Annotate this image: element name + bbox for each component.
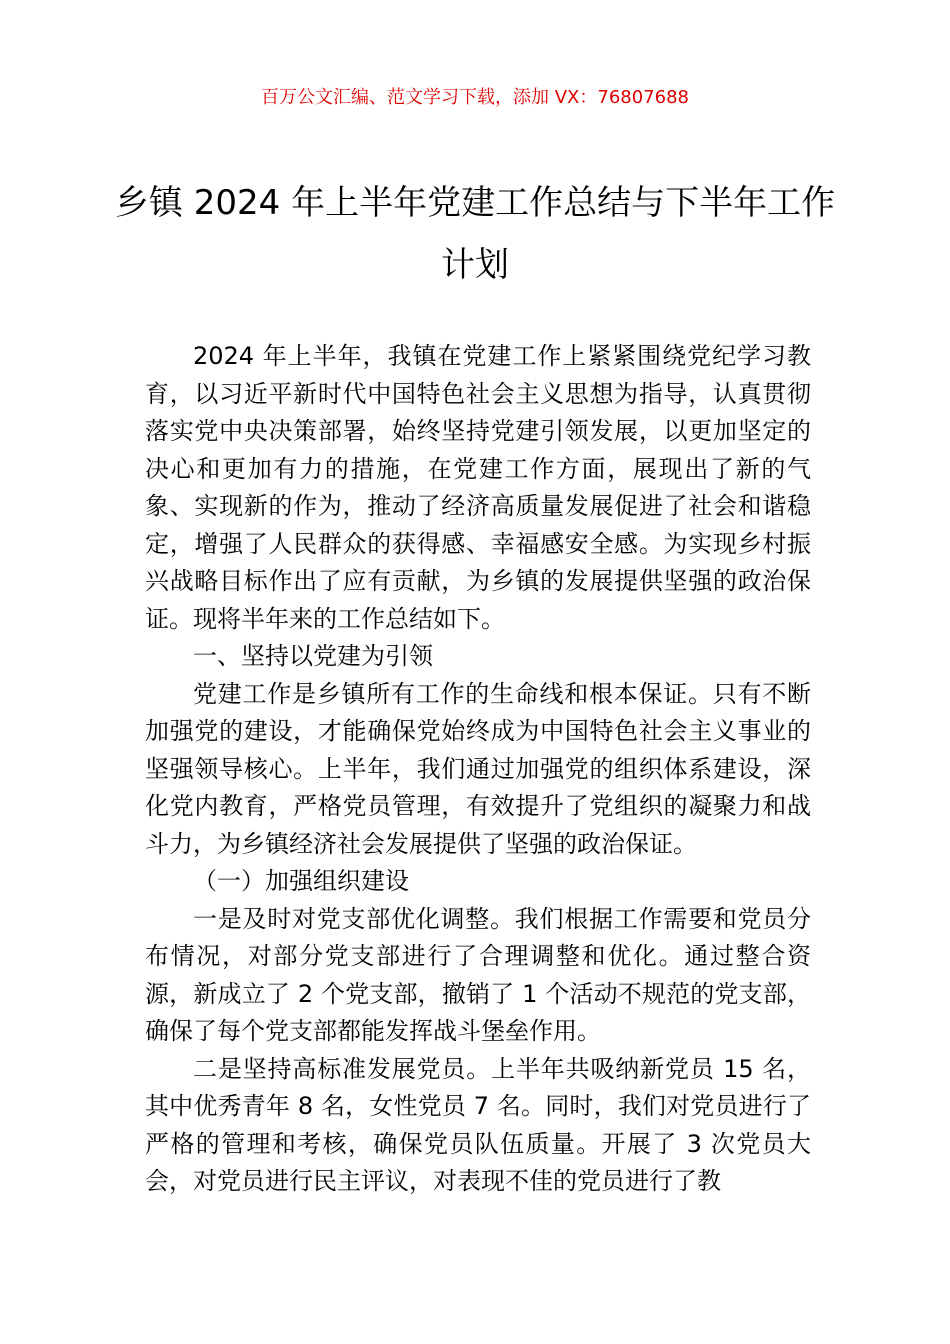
section-heading-1: 一、坚持以党建为引领	[193, 642, 433, 670]
body-paragraph: 党建工作是乡镇所有工作的生命线和根本保证。只有不断加强党的建设，才能确保党始终成为中国特色社会主义事业的坚强领导核心。上半年，我们通过加强党的组织体系建设，深化党内教育，严格党员管理，有效提升了党组织的凝聚力和战斗力，为乡镇经济社会发展提供了坚强的政治保证。	[145, 679, 811, 858]
document-title: 乡镇 2024 年上半年党建工作总结与下半年工作计划	[114, 183, 836, 285]
body-paragraph: 一是及时对党支部优化调整。我们根据工作需要和党员分布情况，对部分党支部进行了合理调整和优化。通过整合资源，新成立了 2 个党支部，撤销了 1 个活动不规范的党支部，确保了每个党支部都能发挥战斗堡垒作用。	[145, 904, 811, 1045]
body-paragraph: 二是坚持高标准发展党员。上半年共吸纳新党员 15 名，其中优秀青年 8 名，女性党员 7 名。同时，我们对党员进行了严格的管理和考核，确保党员队伍质量。开展了 3 次党员大会，对党员进行民主评议，对表现不佳的党员进行了教	[145, 1054, 811, 1195]
intro-paragraph: 2024 年上半年，我镇在党建工作上紧紧围绕党纪学习教育，以习近平新时代中国特色社会主义思想为指导，认真贯彻落实党中央决策部署，始终坚持党建引领发展，以更加坚定的决心和更加有力的措施，在党建工作方面，展现出了新的气象、实现新的作为，推动了经济高质量发展促进了社会和谐稳定，增强了人民群众的获得感、幸福感安全感。为实现乡村振兴战略目标作出了应有贡献，为乡镇的发展提供坚强的政治保证。现将半年来的工作总结如下。	[145, 342, 811, 633]
document-body	[145, 338, 811, 1201]
subsection-heading-1: （一）加强组织建设	[193, 867, 409, 895]
header-watermark-note: 百万公文汇编、范文学习下载，添加 VX：76807688	[261, 87, 689, 108]
